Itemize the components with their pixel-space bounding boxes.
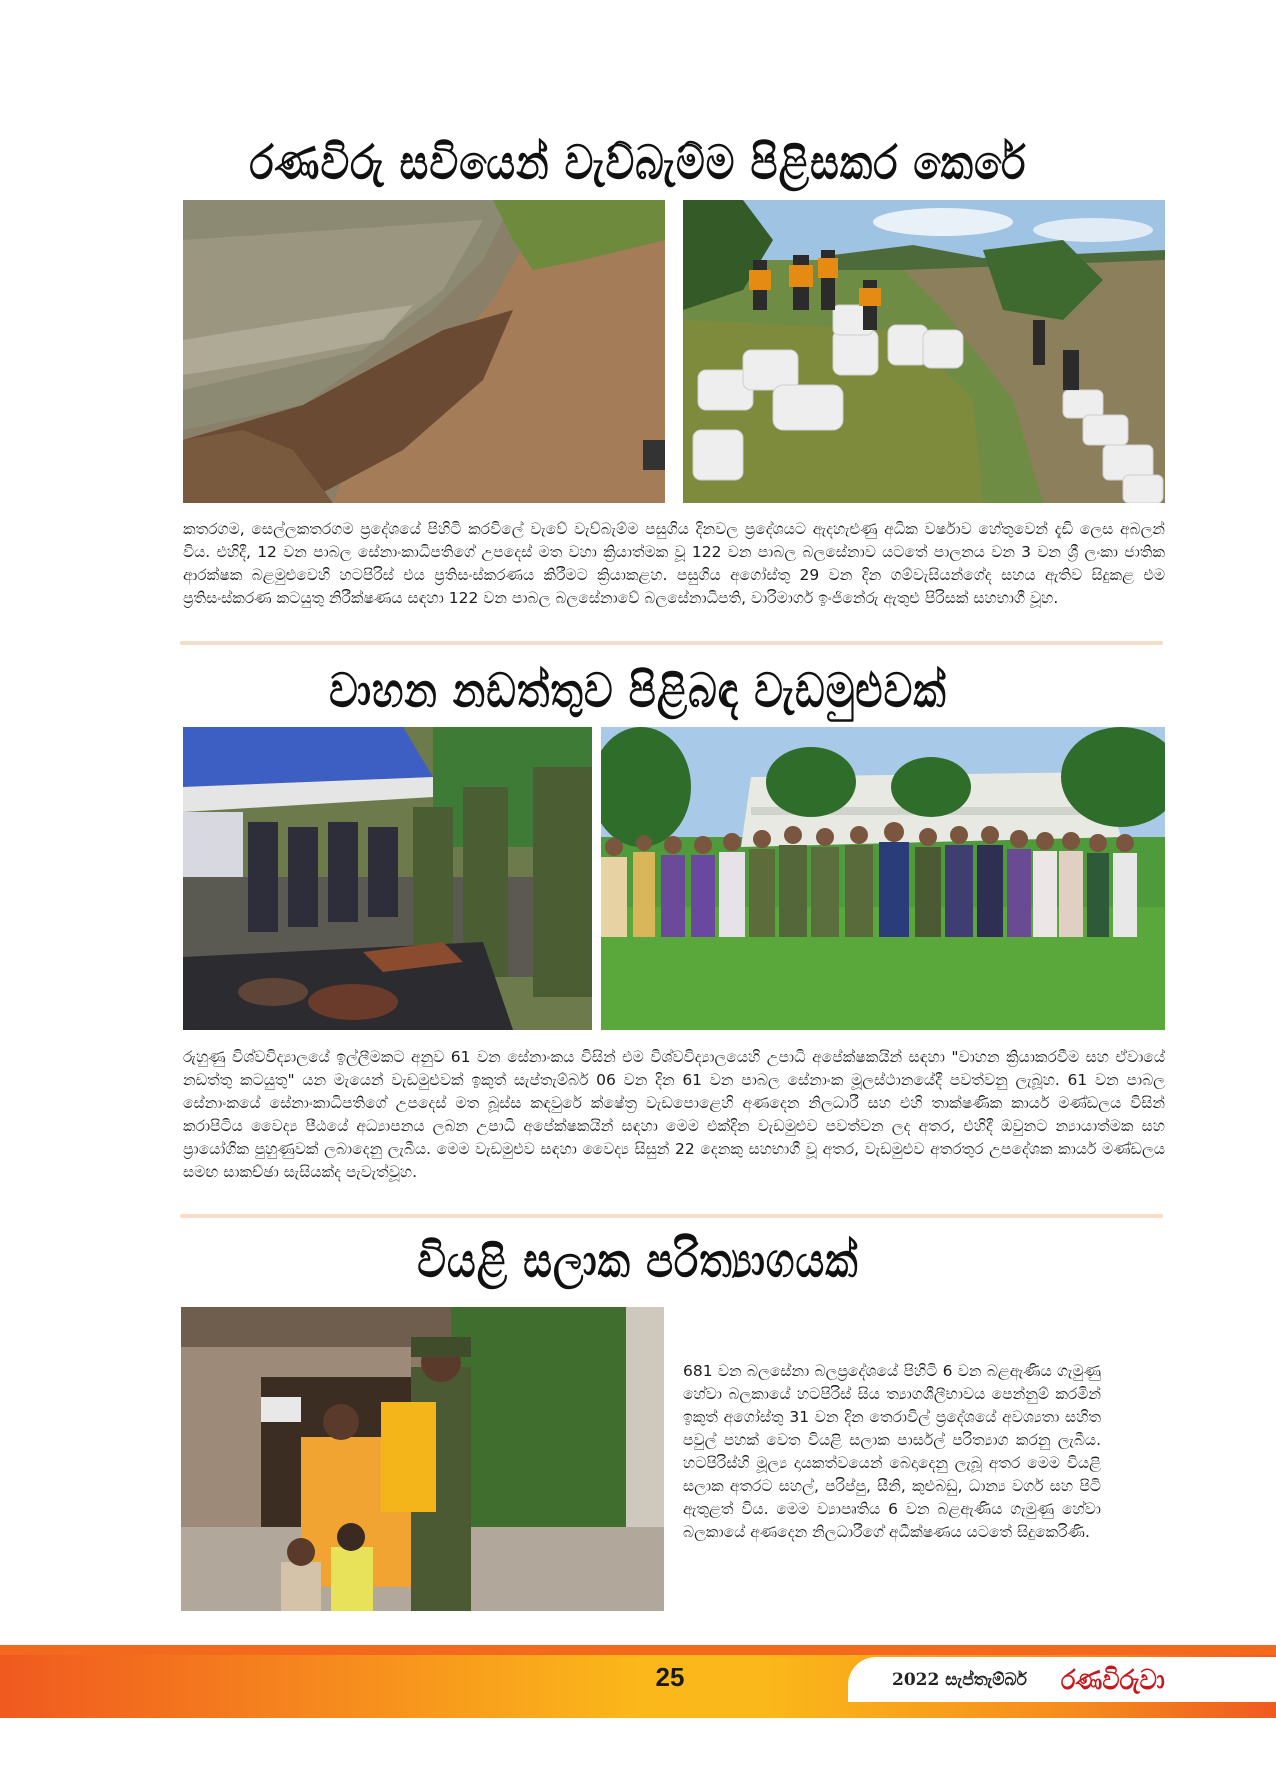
article-2-body: රුහුණු විශ්වවිද්‍යාලයේ ඉල්ලීමකට අනුව 61 වන සේනාංකය විසින් එම විශ්වවිද්‍යාලයෙහි උපාධි අපේක්ෂකයින් සඳහා "වාහන ක්‍රියාකරවීම සහ ඒවායේ නඩත්තු කටයුතු" යන මැයෙන් වැඩමුළුවක් ඉකුත් සැප්තැම්බර් 06 වන දින 61 වන පාබල සේනාංක මූලස්ථානයේදී පවත්වනු ලැබූහ. 61 වන පාබල සේනාංකයේ සේනාංකාධිපතිගේ උපදෙස් මත බූස්ස කඳවුරේ ක්ෂේත්‍ර වැඩපොළෙහි අණදෙන නිලධාරී සහ එහි තාක්ෂණික කාර්ය මණ්ඩලය විසින් කරාපිටිය වෛද්‍ය පීඨයේ අධ්‍යාපනය ලබන උපාධි අපේක්ෂකයින් සඳහා මෙම එක්දින වැඩමුළුව පවත්වන ලද අතර, එහිදී ඔවුනට න්‍යායාත්මක සහ ප්‍රායෝගික පුහුණුවක් ලබාදෙනු ලැබීය. මෙම වැඩමුළුව සඳහා වෛද්‍ය සිසුන් 22 දෙනකු සහභාගී වූ අතර, වැඩමුළුව අතරතුර උපදේශක කාර්ය මණ්ඩලය සමඟ සාකච්ඡා සැසියක්ද පැවැත්වූහ. — [183, 1048, 1165, 1181]
section-divider-1 — [180, 641, 1163, 645]
section-divider-2 — [180, 1214, 1163, 1218]
footer-accent-stripe — [0, 1645, 1276, 1655]
dry-ration-donation-photo — [181, 1307, 664, 1611]
article-3-body: 681 වන බලසේනා බලප්‍රදේශයේ පිහිටි 6 වන බළඇණිය ගැමුණු හේවා බලකායේ හටපිරිස් සිය ත්‍යාගශීලීභාවය පෙන්නුම් කරමින් ඉකුත් අගෝස්තු 31 වන දින තෙරාවිල් ප්‍රදේශයේ අවශ්‍යතා සහිත පවුල් පහක් වෙත වියළි සලාක පාර්සල් පරිත්‍යාග කරනු ලැබීය. හටපිරිස්හි මූල්‍ය දායකත්වයෙන් බෙදාදෙනු ලැබූ අතර මෙම වියළි සලාක අතරට සහල්, පරිප්පු, සීනි, කුළුබඩු, ධාන්‍ය වර්ග සහ පිටි ඇතුළත් විය. මෙම ව්‍යාපෘතිය 6 වන බළඇණිය ගැමුණු හේවා බලකායේ අණදෙන නිලධාරීගේ අධීක්ෂණය යටතේ සිදුකෙරිණි. — [683, 1362, 1101, 1541]
article-3-headline: වියළි සලාක පරිත්‍යාගයක් — [417, 1233, 859, 1289]
page-number: 25 — [655, 1662, 685, 1692]
article-1-headline: රණවිරු සවියෙන් වැව්බැම්ම පිළිසකර කෙරේ — [249, 135, 1027, 191]
workshop-group-photo — [601, 727, 1165, 1030]
issue-label-box — [848, 1657, 1276, 1702]
magazine-masthead: රණවිරුවා — [1060, 1663, 1165, 1696]
dam-erosion-photo — [183, 200, 665, 503]
sandbag-repair-photo — [683, 200, 1165, 503]
article-2-headline: වාහන නඩත්තුව පිළිබඳ වැඩමුළුවක් — [329, 663, 947, 719]
article-1-body: කතරගම, සෙල්ලකතරගම ප්‍රදේශයේ පිහිටි කරවිලේ වැවේ වැව්බැම්ම පසුගිය දිනවල ප්‍රදේශයට ඇදහැළුණු අධික වර්ෂාව හේතුවෙන් දැඩි ලෙස අබලන් විය. එහිදී, 12 වන පාබල සේනාංකාධිපතිගේ උපදෙස් මත වහා ක්‍රියාත්මක වූ 122 වන පාබල බලසේනාව යටතේ පාලනය වන 3 වන ශ්‍රී ලංකා ජාතික ආරක්ෂක බළමුළුවෙහි හටපිරිස් එය ප්‍රතිසංස්කරණය කිරීමට ක්‍රියාකළහ. පසුගිය අගෝස්තු 29 වන දින ගම්වැසියන්ගේද සහය ඇතිව සිදුකළ එම ප්‍රතිසංස්කරණ කටයුතු නිරීක්ෂණය සඳහා 122 වන පාබල බලසේනාවේ බලසේනාධිපති, වාරිමාර්ග ඉංජිනේරු ඇතුළු පිරිසක් සහභාගී වූහ. — [183, 520, 1165, 607]
issue-date: 2022 සැප්තැම්බර් — [892, 1669, 1027, 1690]
workshop-demo-photo — [183, 727, 592, 1030]
